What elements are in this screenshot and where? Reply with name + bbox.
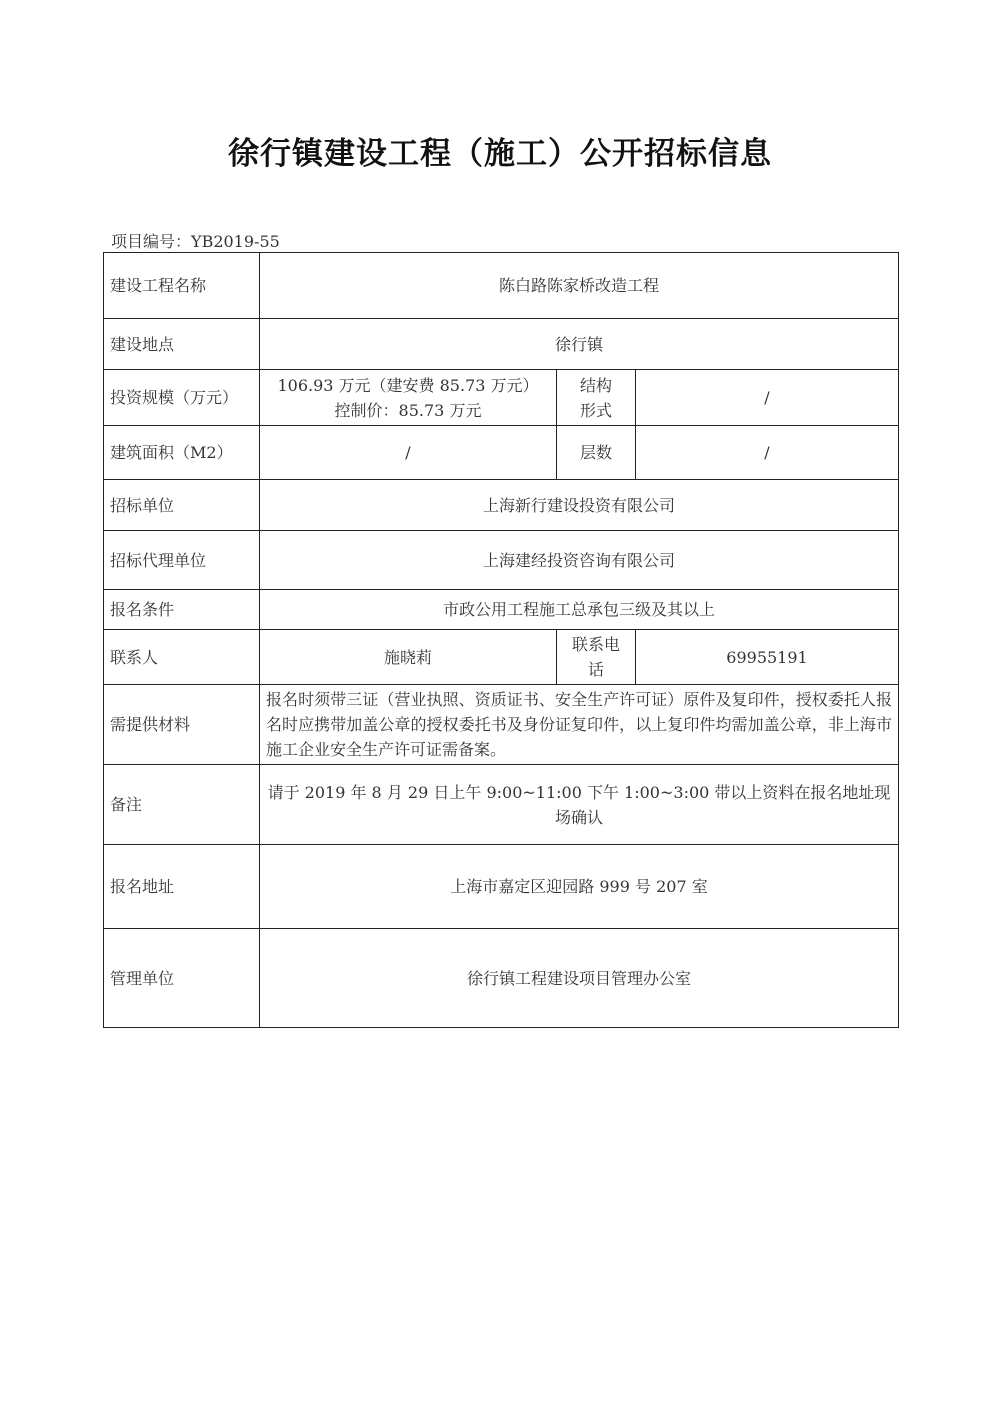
- value-phone: 69955191: [636, 630, 899, 685]
- value-remarks: 请于 2019 年 8 月 29 日上午 9:00~11:00 下午 1:00~3:00 带以上资料在报名地址现场确认: [260, 765, 899, 845]
- row-investment: [104, 370, 899, 426]
- value-floors: /: [636, 426, 899, 480]
- label-structure: [557, 370, 636, 426]
- row-tenderer: [104, 480, 899, 531]
- label-phone-line1: 联系电: [571, 635, 620, 654]
- value-materials: 报名时须带三证（营业执照、资质证书、安全生产许可证）原件及复印件，授权委托人报名时应携带加盖公章的授权委托书及身份证复印件，以上复印件均需加盖公章，非上海市施工企业安全生产许可证需备案。: [260, 685, 899, 765]
- row-area: [104, 426, 899, 480]
- label-agent: 招标代理单位: [104, 531, 260, 590]
- label-materials: 需提供材料: [104, 685, 260, 765]
- value-tenderer: 上海新行建设投资有限公司: [260, 480, 899, 531]
- label-location: 建设地点: [104, 319, 260, 370]
- label-address: 报名地址: [104, 845, 260, 929]
- tender-info-table: [103, 252, 899, 1028]
- label-conditions: 报名条件: [104, 590, 260, 630]
- row-management: [104, 929, 899, 1028]
- label-phone: [557, 630, 636, 685]
- value-investment: [260, 370, 557, 426]
- label-contact: 联系人: [104, 630, 260, 685]
- row-conditions: [104, 590, 899, 630]
- row-project-name: [104, 253, 899, 319]
- row-location: [104, 319, 899, 370]
- label-structure-line2: 形式: [579, 400, 612, 420]
- row-remarks: [104, 765, 899, 845]
- label-remarks: 备注: [104, 765, 260, 845]
- label-structure-line1: 结构: [579, 375, 612, 395]
- label-project-name: 建设工程名称: [104, 253, 260, 319]
- row-materials: [104, 685, 899, 765]
- value-address: 上海市嘉定区迎园路 999 号 207 室: [260, 845, 899, 929]
- value-structure: /: [636, 370, 899, 426]
- label-tenderer: 招标单位: [104, 480, 260, 531]
- document-title: 徐行镇建设工程（施工）公开招标信息: [228, 136, 772, 172]
- label-floors: 层数: [557, 426, 636, 480]
- project-number: 项目编号：YB2019-55: [111, 232, 280, 251]
- label-area: 建筑面积（M2）: [104, 426, 260, 480]
- value-agent: 上海建经投资咨询有限公司: [260, 531, 899, 590]
- value-management: 徐行镇工程建设项目管理办公室: [260, 929, 899, 1028]
- investment-total: 106.93 万元（建安费 85.73 万元）: [277, 375, 539, 395]
- value-location: 徐行镇: [260, 319, 899, 370]
- label-management: 管理单位: [104, 929, 260, 1028]
- row-address: [104, 845, 899, 929]
- row-contact: [104, 630, 899, 685]
- value-conditions: 市政公用工程施工总承包三级及其以上: [260, 590, 899, 630]
- label-investment: 投资规模（万元）: [104, 370, 260, 426]
- investment-control-price: 控制价：85.73 万元: [334, 400, 482, 420]
- value-project-name: 陈白路陈家桥改造工程: [260, 253, 899, 319]
- label-phone-line2: 话: [587, 660, 604, 679]
- value-area: /: [260, 426, 557, 480]
- value-contact: 施晓莉: [260, 630, 557, 685]
- row-agent: [104, 531, 899, 590]
